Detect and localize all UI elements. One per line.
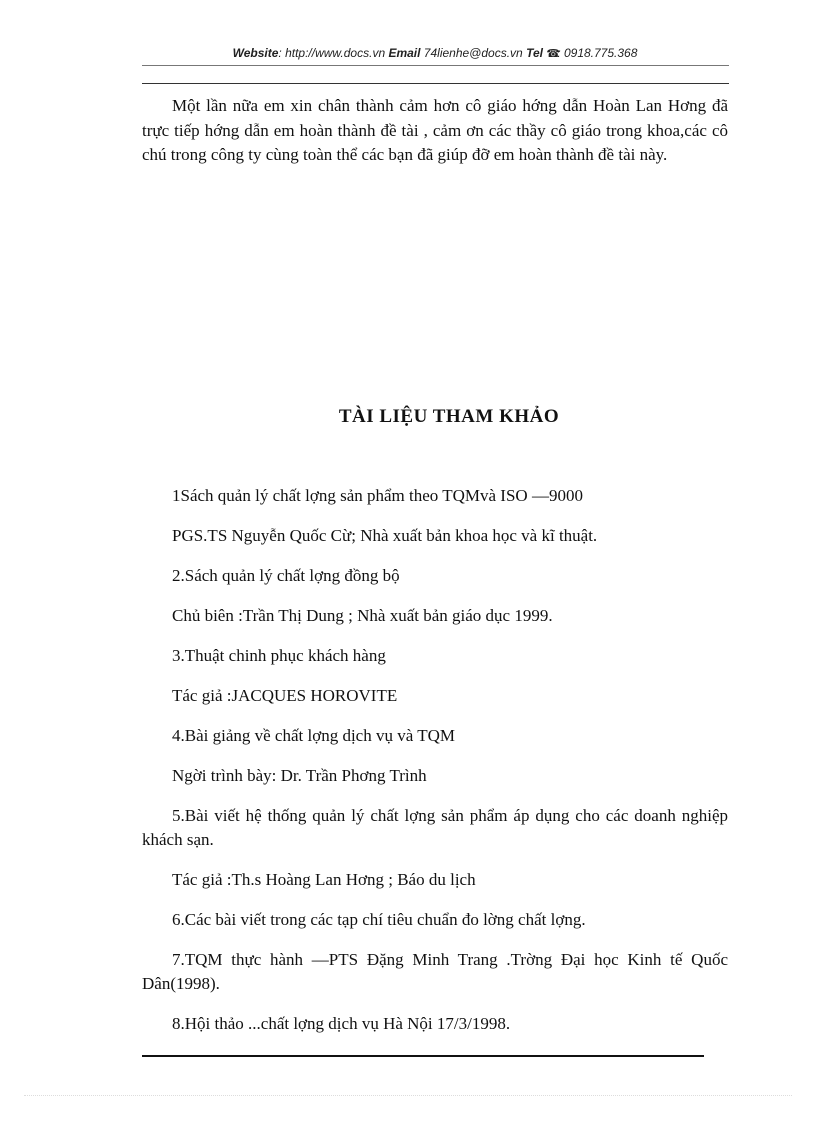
reference-line: 4.Bài giảng về chất lợng dịch vụ và TQM [172, 726, 455, 745]
website-url: : http://www.docs.vn [278, 46, 389, 60]
email-value: 74lienhe@docs.vn [420, 46, 527, 60]
reference-line: 3.Thuật chinh phục khách hàng [172, 646, 386, 665]
reference-line: Tác giả :Th.s Hoàng Lan Hơng ; Báo du lịch [172, 870, 476, 889]
reference-line: 8.Hội thảo ...chất lợng dịch vụ Hà Nội 17/3/1998. [172, 1014, 511, 1033]
reference-line: Chủ biên :Trần Thị Dung ; Nhà xuất bản giáo dục 1999. [172, 606, 553, 625]
page-edge-dotted-line [24, 1095, 792, 1096]
reference-line: 5.Bài viết hệ thống quản lý chất lợng sản phẩm áp dụng cho các doanh nghiệp khách sạn. [142, 806, 728, 849]
page-header [142, 46, 728, 60]
email-label: Email [388, 46, 421, 60]
references-list [142, 484, 728, 1052]
website-label: Website [232, 46, 279, 60]
header-rule-top [142, 65, 729, 66]
acknowledgement-paragraph: Một lần nữa em xin chân thành cảm hơn cô giáo hớng dẫn Hoàn Lan Hơng đã trực tiếp hớng dẫn em hoàn thành đề tài , cảm ơn các thầy cô giáo trong khoa,các cô chú trong công ty cùng toàn thể các bạn đã giúp đỡ em hoàn thành đề tài này. [142, 96, 728, 164]
reference-line: 2.Sách quản lý chất lợng đồng bộ [172, 566, 400, 585]
tel-label: Tel [526, 46, 543, 60]
reference-line: Ngời trình bày: Dr. Trần Phơng Trình [172, 766, 427, 785]
phone-icon: ☎ [546, 48, 561, 60]
reference-line: PGS.TS Nguyễn Quốc Cừ; Nhà xuất bản khoa học và kĩ thuật. [172, 526, 598, 545]
reference-line: Tác giả :JACQUES HOROVITE [172, 686, 398, 705]
header-rule-bottom [142, 83, 729, 84]
tel-value: : 0918.775.368 [557, 46, 638, 60]
reference-line: 6.Các bài viết trong các tạp chí tiêu chuẩn đo lờng chất lợng. [172, 910, 586, 929]
reference-line: 1Sách quản lý chất lợng sản phẩm theo TQMvà ISO —9000 [172, 486, 583, 505]
footer-rule [142, 1055, 704, 1057]
reference-line: 7.TQM thực hành —PTS Đặng Minh Trang .Trờng Đại học Kinh tế Quốc Dân(1998). [142, 950, 728, 993]
references-title: TÀI LIỆU THAM KHẢO [338, 406, 560, 427]
